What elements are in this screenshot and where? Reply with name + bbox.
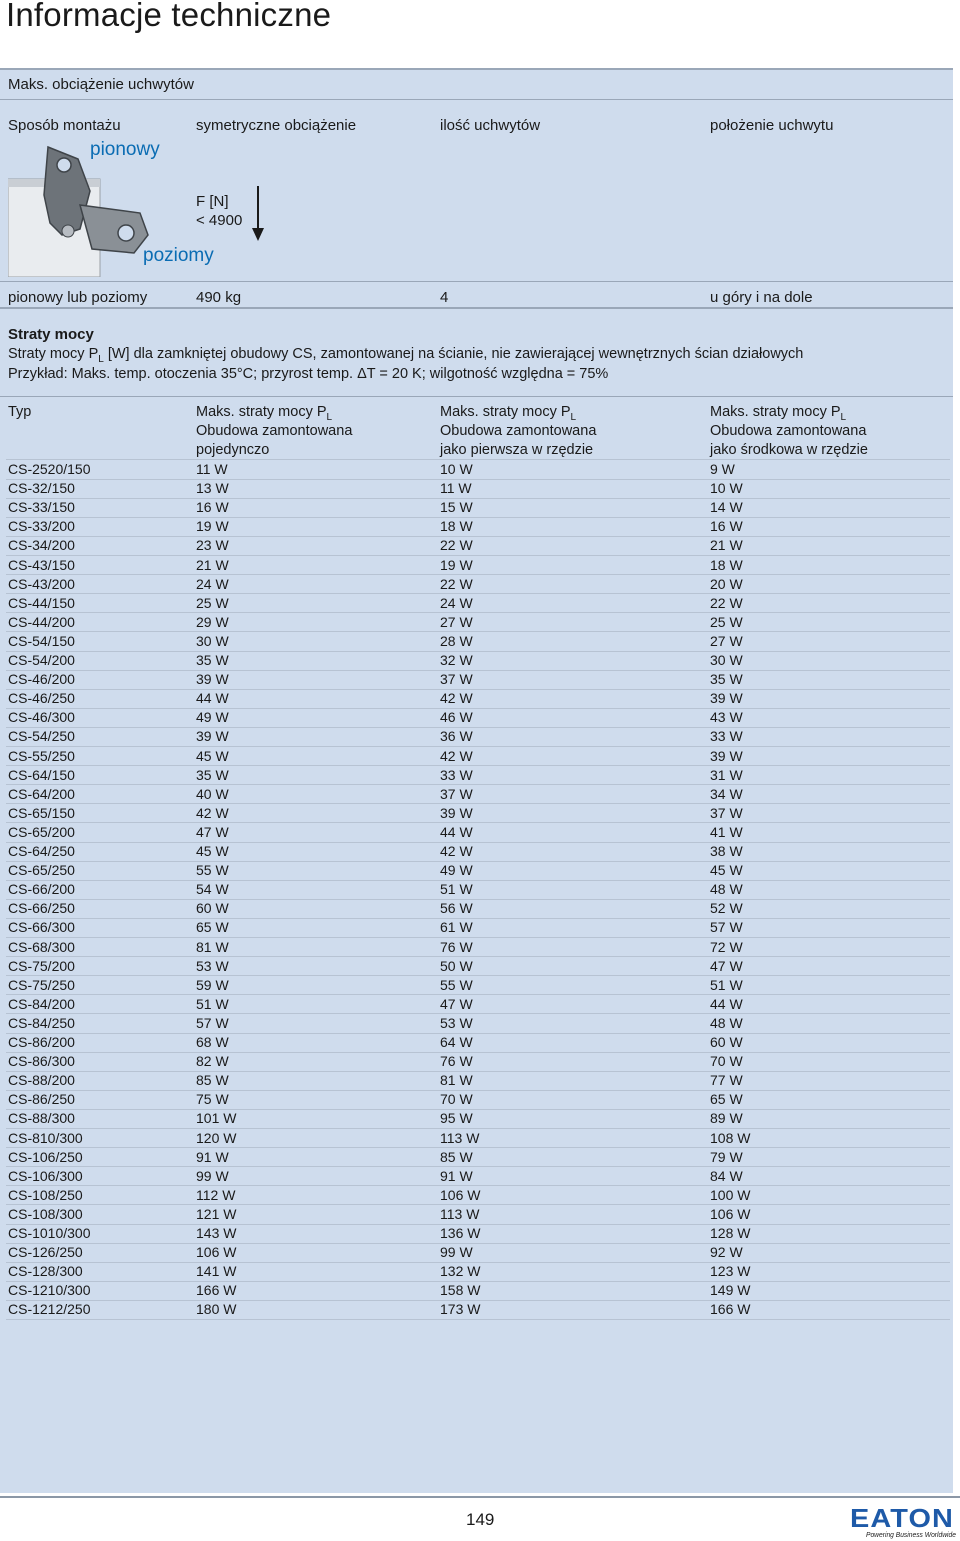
table-row: [0, 1149, 953, 1168]
table-row: [0, 862, 953, 881]
table-row: [0, 671, 953, 690]
cell-first-in-row: 19 W: [440, 556, 473, 573]
table-row: [0, 1187, 953, 1206]
cell-middle-in-row: 41 W: [710, 823, 743, 840]
cell-single: 54 W: [196, 881, 229, 898]
cell-middle-in-row: 100 W: [710, 1186, 751, 1203]
cell-single: 21 W: [196, 556, 229, 573]
cell-first-in-row: 61 W: [440, 919, 473, 936]
cell-middle-in-row: 70 W: [710, 1053, 743, 1070]
cell-middle-in-row: 47 W: [710, 957, 743, 974]
table-row: [0, 958, 953, 977]
cell-first-in-row: 22 W: [440, 537, 473, 554]
cell-middle-in-row: 25 W: [710, 613, 743, 630]
divider: [0, 99, 953, 100]
col-count-header: ilość uchwytów: [440, 117, 541, 134]
handle-row-mounting: pionowy lub poziomy: [8, 289, 148, 306]
cell-first-in-row: 37 W: [440, 785, 473, 802]
power-example: Przykład: Maks. temp. otoczenia 35°C; przyrost temp. ΔT = 20 K; wilgotność względna = 75%: [8, 366, 609, 382]
cell-type: CS-88/200: [8, 1072, 75, 1089]
cell-first-in-row: 27 W: [440, 613, 473, 630]
cell-type: CS-75/250: [8, 976, 75, 993]
eaton-logo: [848, 1503, 958, 1539]
cell-first-in-row: 33 W: [440, 766, 473, 783]
table-row: [0, 805, 953, 824]
cell-middle-in-row: 34 W: [710, 785, 743, 802]
col2-header: Maks. straty mocy $P_L$: [440, 404, 577, 423]
table-row: [0, 786, 953, 805]
cell-first-in-row: 55 W: [440, 976, 473, 993]
divider: [0, 396, 953, 397]
cell-middle-in-row: 30 W: [710, 652, 743, 668]
cell-first-in-row: 76 W: [440, 1053, 473, 1070]
table-row: [0, 518, 953, 537]
cell-first-in-row: 36 W: [440, 728, 473, 745]
cell-first-in-row: 47 W: [440, 995, 473, 1012]
cell-type: CS-54/150: [8, 632, 75, 649]
cell-type: CS-810/300: [8, 1129, 83, 1146]
cell-middle-in-row: 44 W: [710, 995, 743, 1012]
cell-middle-in-row: 84 W: [710, 1167, 743, 1184]
table-row: [0, 652, 953, 671]
cell-first-in-row: 76 W: [440, 938, 473, 955]
cell-type: CS-128/300: [8, 1263, 83, 1280]
cell-single: 45 W: [196, 747, 229, 764]
cell-first-in-row: 15 W: [440, 499, 473, 516]
cell-type: CS-1210/300: [8, 1282, 91, 1299]
cell-middle-in-row: 51 W: [710, 976, 743, 993]
handle-row-count: 4: [440, 289, 449, 306]
table-row: [0, 1225, 953, 1244]
table-row: [0, 499, 953, 518]
col-load-header: symetryczne obciążenie: [196, 117, 357, 134]
cell-single: 24 W: [196, 575, 229, 592]
cell-middle-in-row: 43 W: [710, 709, 743, 726]
cell-single: 81 W: [196, 938, 229, 955]
cell-single: 65 W: [196, 919, 229, 936]
cell-type: CS-84/250: [8, 1014, 75, 1031]
col2-header-line3: jako pierwsza w rzędzie: [440, 442, 594, 458]
cell-type: CS-64/200: [8, 785, 75, 802]
cell-single: 47 W: [196, 823, 229, 840]
cell-single: 60 W: [196, 900, 229, 917]
cell-first-in-row: 136 W: [440, 1225, 481, 1241]
cell-type: CS-34/200: [8, 537, 75, 554]
col3-header-line2: Obudowa zamontowana: [710, 423, 867, 439]
table-row: [0, 939, 953, 958]
cell-type: CS-54/200: [8, 652, 75, 668]
cell-middle-in-row: 48 W: [710, 1014, 743, 1031]
table-row: [0, 709, 953, 728]
cell-first-in-row: 113 W: [440, 1205, 480, 1222]
table-row: [0, 728, 953, 747]
cell-single: 121 W: [196, 1205, 237, 1222]
cell-middle-in-row: 45 W: [710, 862, 743, 879]
cell-type: CS-108/250: [8, 1186, 83, 1203]
cell-single: 85 W: [196, 1072, 229, 1089]
cell-middle-in-row: 128 W: [710, 1225, 751, 1241]
cell-type: CS-65/200: [8, 823, 75, 840]
cell-type: CS-65/150: [8, 804, 75, 821]
cell-type: CS-44/150: [8, 594, 75, 611]
cell-first-in-row: 42 W: [440, 843, 473, 859]
cell-first-in-row: 99 W: [440, 1244, 473, 1261]
table-header-divider: [6, 459, 950, 460]
cell-first-in-row: 28 W: [440, 632, 473, 649]
table-row: [0, 977, 953, 996]
cell-middle-in-row: 166 W: [710, 1301, 751, 1318]
cell-type: CS-106/250: [8, 1148, 83, 1165]
cell-type: CS-46/250: [8, 690, 75, 707]
cell-first-in-row: 64 W: [440, 1034, 473, 1050]
cell-middle-in-row: 72 W: [710, 938, 743, 955]
cell-single: 68 W: [196, 1034, 229, 1050]
cell-type: CS-46/300: [8, 709, 75, 726]
cell-single: 180 W: [196, 1301, 237, 1318]
power-description: Straty mocy $P_L$ [W] dla zamkniętej obudowy CS, zamontowanej na ścianie, nie zawierającej wewnętrznych ścian działowych: [8, 346, 804, 365]
cell-first-in-row: 50 W: [440, 957, 473, 974]
table-row: [0, 1072, 953, 1091]
table-row: [0, 1091, 953, 1110]
cell-middle-in-row: 65 W: [710, 1091, 743, 1108]
cell-single: 141 W: [196, 1263, 237, 1280]
cell-single: 25 W: [196, 594, 229, 611]
table-row: [0, 1168, 953, 1187]
cell-first-in-row: 106 W: [440, 1186, 481, 1203]
cell-type: CS-33/150: [8, 499, 75, 516]
cell-middle-in-row: 14 W: [710, 499, 743, 516]
table-row: [0, 748, 953, 767]
cell-first-in-row: 91 W: [440, 1167, 473, 1184]
cell-single: 120 W: [196, 1129, 237, 1146]
cell-type: CS-43/150: [8, 556, 75, 573]
cell-first-in-row: 53 W: [440, 1014, 473, 1031]
cell-single: 23 W: [196, 537, 229, 554]
power-section-heading: Straty mocy: [8, 326, 94, 343]
row-divider: [6, 1319, 950, 1320]
cell-type: CS-86/250: [8, 1091, 75, 1108]
cell-middle-in-row: 10 W: [710, 480, 743, 497]
cell-first-in-row: 49 W: [440, 862, 473, 879]
cell-middle-in-row: 39 W: [710, 690, 743, 707]
cell-type: CS-75/200: [8, 957, 75, 974]
cell-type: CS-66/300: [8, 919, 75, 936]
cell-first-in-row: 46 W: [440, 709, 473, 726]
cell-type: CS-86/300: [8, 1053, 75, 1070]
cell-single: 35 W: [196, 652, 229, 668]
svg-text:EATON: EATON: [850, 1503, 954, 1533]
cell-first-in-row: 37 W: [440, 671, 473, 688]
handle-row-load: 490 kg: [196, 289, 242, 306]
cell-single: 166 W: [196, 1282, 237, 1299]
cell-first-in-row: 18 W: [440, 518, 473, 535]
cell-single: 75 W: [196, 1091, 229, 1108]
cell-first-in-row: 32 W: [440, 652, 473, 668]
handle-section-heading: Maks. obciążenie uchwytów: [8, 76, 194, 93]
cell-type: CS-126/250: [8, 1244, 83, 1261]
table-row: [0, 537, 953, 556]
cell-single: 16 W: [196, 499, 229, 516]
cell-type: CS-44/200: [8, 613, 75, 630]
cell-type: CS-54/250: [8, 728, 75, 745]
cell-middle-in-row: 18 W: [710, 556, 743, 573]
cell-type: CS-84/200: [8, 995, 75, 1012]
cell-type: CS-66/250: [8, 900, 75, 917]
cell-first-in-row: 24 W: [440, 594, 473, 611]
cell-single: 55 W: [196, 862, 229, 879]
svg-text:Powering Business Worldwide: Powering Business Worldwide: [866, 1530, 956, 1539]
col3-header-line3: jako środkowa w rzędzie: [710, 442, 868, 458]
table-row: [0, 557, 953, 576]
cell-type: CS-65/250: [8, 862, 75, 879]
cell-type: CS-66/200: [8, 881, 75, 898]
cell-middle-in-row: 38 W: [710, 843, 743, 859]
cell-first-in-row: 42 W: [440, 690, 473, 707]
cell-middle-in-row: 57 W: [710, 919, 743, 936]
table-row: [0, 614, 953, 633]
col1-header: Maks. straty mocy $P_L$: [196, 404, 333, 423]
cell-first-in-row: 158 W: [440, 1282, 481, 1299]
col3-header: Maks. straty mocy $P_L$: [710, 404, 847, 423]
table-row: [0, 1130, 953, 1149]
cell-first-in-row: 113 W: [440, 1129, 480, 1146]
table-row: [0, 1110, 953, 1129]
cell-middle-in-row: 149 W: [710, 1282, 751, 1299]
cell-single: 30 W: [196, 632, 229, 649]
cell-middle-in-row: 77 W: [710, 1072, 743, 1089]
cell-middle-in-row: 92 W: [710, 1244, 743, 1261]
cell-middle-in-row: 27 W: [710, 632, 743, 649]
cell-type: CS-88/300: [8, 1110, 75, 1127]
cell-first-in-row: 85 W: [440, 1148, 473, 1165]
cell-type: CS-64/150: [8, 766, 75, 783]
force-value: < 4900: [196, 212, 243, 229]
cell-middle-in-row: 20 W: [710, 575, 743, 592]
cell-middle-in-row: 108 W: [710, 1129, 751, 1146]
top-divider: [0, 68, 953, 70]
cell-middle-in-row: 106 W: [710, 1205, 751, 1222]
page-number: 149: [466, 1510, 495, 1529]
cell-first-in-row: 22 W: [440, 575, 473, 592]
table-row: [0, 690, 953, 709]
cell-first-in-row: 95 W: [440, 1110, 473, 1127]
cell-single: 42 W: [196, 804, 229, 821]
cell-middle-in-row: 52 W: [710, 900, 743, 917]
col-mounting-header: Sposób montażu: [8, 117, 121, 134]
cell-first-in-row: 11 W: [440, 480, 472, 497]
cell-type: CS-32/150: [8, 480, 75, 497]
table-row: [0, 1301, 953, 1320]
section-divider: [0, 307, 953, 309]
cell-type: CS-46/200: [8, 671, 75, 688]
col-type-header: Typ: [8, 404, 32, 420]
table-row: [0, 843, 953, 862]
force-label: F [N]: [196, 193, 229, 210]
cell-middle-in-row: 9 W: [710, 461, 735, 477]
cell-middle-in-row: 37 W: [710, 804, 743, 821]
cell-single: 44 W: [196, 690, 229, 707]
cell-middle-in-row: 89 W: [710, 1110, 743, 1127]
divider: [0, 281, 953, 282]
cell-middle-in-row: 39 W: [710, 747, 743, 764]
cell-single: 39 W: [196, 728, 229, 745]
cell-single: 11 W: [196, 461, 228, 477]
cell-single: 57 W: [196, 1014, 229, 1031]
cell-middle-in-row: 123 W: [710, 1263, 751, 1280]
cell-single: 13 W: [196, 480, 229, 497]
table-row: [0, 1244, 953, 1263]
cell-single: 49 W: [196, 709, 229, 726]
handle-row-position: u góry i na dole: [710, 289, 813, 306]
cell-single: 39 W: [196, 671, 229, 688]
cell-first-in-row: 81 W: [440, 1072, 473, 1089]
table-row: [0, 900, 953, 919]
table-row: [0, 595, 953, 614]
cell-single: 29 W: [196, 613, 229, 630]
cell-first-in-row: 10 W: [440, 461, 473, 477]
cell-middle-in-row: 16 W: [710, 518, 743, 535]
cell-single: 143 W: [196, 1225, 237, 1241]
cell-type: CS-2520/150: [8, 461, 91, 477]
cell-middle-in-row: 48 W: [710, 881, 743, 898]
cell-type: CS-108/300: [8, 1205, 83, 1222]
cell-middle-in-row: 21 W: [710, 537, 743, 554]
cell-type: CS-55/250: [8, 747, 75, 764]
col1-header-line2: Obudowa zamontowana: [196, 423, 353, 439]
cell-type: CS-86/200: [8, 1034, 75, 1050]
cell-single: 53 W: [196, 957, 229, 974]
table-row: [0, 1053, 953, 1072]
table-row: [0, 919, 953, 938]
cell-first-in-row: 44 W: [440, 823, 473, 840]
cell-type: CS-106/300: [8, 1167, 83, 1184]
table-row: [0, 576, 953, 595]
cell-single: 19 W: [196, 518, 229, 535]
label-horizontal: poziomy: [143, 245, 214, 266]
cell-type: CS-68/300: [8, 938, 75, 955]
cell-type: CS-33/200: [8, 518, 75, 535]
table-row: [0, 824, 953, 843]
col2-header-line2: Obudowa zamontowana: [440, 423, 597, 439]
table-row: [0, 461, 953, 480]
cell-first-in-row: 132 W: [440, 1263, 481, 1280]
cell-first-in-row: 70 W: [440, 1091, 473, 1108]
cell-single: 99 W: [196, 1167, 229, 1184]
cell-middle-in-row: 33 W: [710, 728, 743, 745]
arrow-down-icon: [250, 186, 266, 242]
footer-divider: [0, 1496, 960, 1498]
table-row: [0, 1034, 953, 1053]
cell-first-in-row: 42 W: [440, 747, 473, 764]
cell-type: CS-1010/300: [8, 1225, 91, 1241]
cell-single: 101 W: [196, 1110, 237, 1127]
table-row: [0, 1015, 953, 1034]
table-row: [0, 480, 953, 499]
cell-type: CS-1212/250: [8, 1301, 91, 1318]
table-row: [0, 996, 953, 1015]
table-row: [0, 767, 953, 786]
col-position-header: położenie uchwytu: [710, 117, 834, 134]
cell-first-in-row: 173 W: [440, 1301, 481, 1318]
table-row: [0, 1206, 953, 1225]
table-row: [0, 633, 953, 652]
cell-first-in-row: 56 W: [440, 900, 473, 917]
cell-first-in-row: 39 W: [440, 804, 473, 821]
cell-single: 91 W: [196, 1148, 229, 1165]
table-row: [0, 1282, 953, 1301]
cell-middle-in-row: 79 W: [710, 1148, 743, 1165]
cell-single: 59 W: [196, 976, 229, 993]
page-title: Informacje techniczne: [6, 0, 332, 33]
cell-single: 35 W: [196, 766, 229, 783]
cell-single: 106 W: [196, 1244, 237, 1261]
table-row: [0, 1263, 953, 1282]
col1-header-line3: pojedynczo: [196, 442, 270, 458]
cell-middle-in-row: 22 W: [710, 594, 743, 611]
cell-single: 40 W: [196, 785, 229, 802]
cell-single: 51 W: [196, 995, 229, 1012]
cell-middle-in-row: 35 W: [710, 671, 743, 688]
cell-single: 45 W: [196, 843, 229, 859]
cell-middle-in-row: 60 W: [710, 1034, 743, 1050]
cell-type: CS-43/200: [8, 575, 75, 592]
cell-first-in-row: 51 W: [440, 881, 473, 898]
table-row: [0, 881, 953, 900]
cell-single: 82 W: [196, 1053, 229, 1070]
cell-middle-in-row: 31 W: [710, 766, 743, 783]
label-vertical: pionowy: [90, 139, 160, 160]
cell-single: 112 W: [196, 1186, 236, 1203]
cell-type: CS-64/250: [8, 843, 75, 859]
